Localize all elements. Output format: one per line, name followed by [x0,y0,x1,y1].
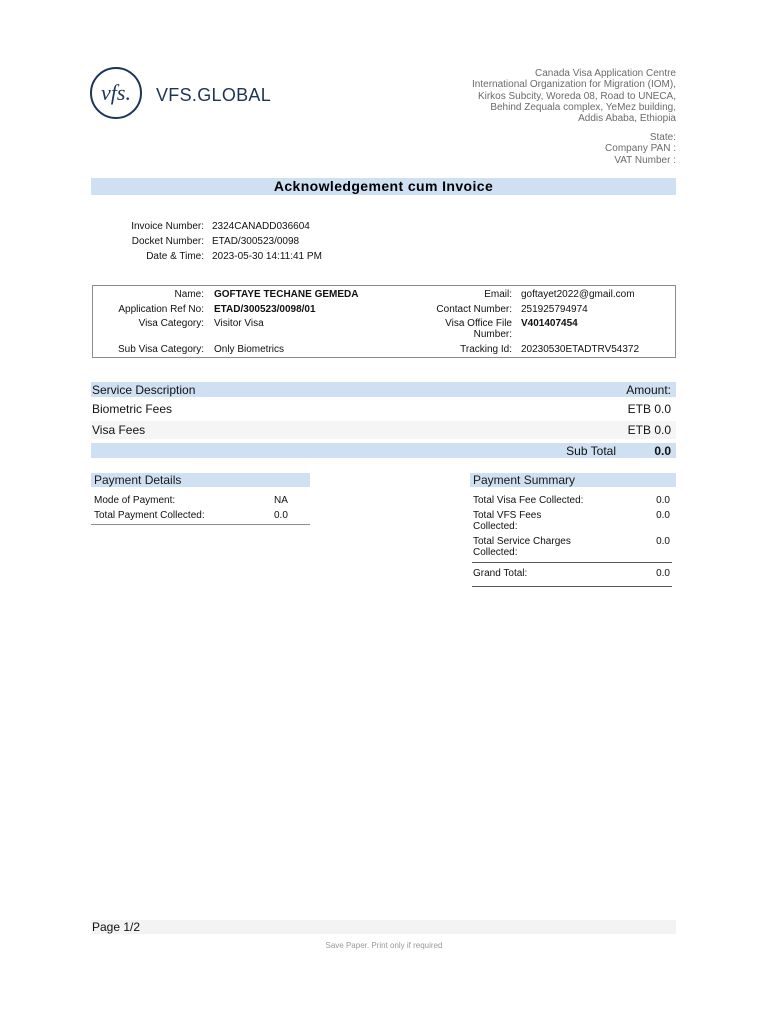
payment-details-title: Payment Details [94,473,182,487]
state-label: State: [649,132,676,143]
subtotal-row [91,443,676,458]
tracking-id-label: Tracking Id: [460,344,512,355]
total-vfs-fees-label [473,510,541,532]
divider [91,524,310,525]
service-row [91,421,676,439]
email-label: Email: [484,289,512,300]
subtotal-value: 0.0 [654,444,671,458]
amount-header: Amount: [626,383,671,397]
address-line: Behind Zequala complex, YeMez building, [490,101,676,113]
vat-number-label: VAT Number : [614,154,676,166]
visa-office-file-label [445,318,512,340]
service-row [91,400,676,418]
visa-office-file-number: V401407454 [521,318,578,329]
address-line: Canada Visa Application Centre [534,68,676,79]
divider [472,562,672,563]
payment-summary-header [470,473,676,487]
page-footer-bar [91,920,676,934]
address-line: International Organization for Migration (IOM), [472,79,676,91]
invoice-number-label: Invoice Number: [131,221,204,232]
service-description-header: Service Description [92,383,196,397]
visa-office-file-label-line1: Visa Office File [445,318,512,329]
logo-text: VFS.GLOBAL [156,85,272,105]
contact-number-label: Contact Number: [436,304,512,315]
total-service-charges-label-line2: Collected: [473,547,518,558]
service-table-header [91,382,676,397]
subtotal-label: Sub Total [566,444,616,458]
company-pan-label: Company PAN : [605,143,676,155]
address-line: Kirkos Subcity, Woreda 08, Road to UNECA, [477,90,676,102]
total-payment-collected: 0.0 [274,510,288,521]
total-vfs-fees-label-line1: Total VFS Fees [473,510,542,521]
total-vfs-fees-label-line2: Collected: [473,521,518,532]
docket-number: ETAD/300523/0098 [212,236,300,247]
email: goftayet2022@gmail.com [521,289,635,300]
service-description: Visa Fees [92,423,146,437]
address-line: Addis Ababa, Ethiopia [578,113,676,125]
total-service-charges-label [473,536,571,558]
contact-number: 251925794974 [521,304,588,315]
visa-category-label: Visa Category: [138,318,204,329]
page-number: Page 1/2 [92,920,141,934]
footer-note: Save Paper. Print only if required [325,941,443,950]
total-payment-collected-label: Total Payment Collected: [94,510,205,521]
sub-visa-category-label: Sub Visa Category: [118,344,204,355]
mode-of-payment: NA [274,495,288,506]
payment-summary-title: Payment Summary [473,473,576,487]
tracking-id: 20230530ETADTRV54372 [521,344,640,355]
applicant-name: GOFTAYE TECHANE GEMEDA [214,289,359,300]
sub-visa-category: Only Biometrics [214,344,285,355]
mode-of-payment-label: Mode of Payment: [94,495,176,506]
grand-total-label: Grand Total: [473,568,528,579]
divider [472,586,672,587]
docket-number-label: Docket Number: [131,236,204,247]
document-title: Acknowledgement cum Invoice [273,178,494,194]
name-label: Name: [174,289,204,300]
invoice-info [92,219,392,267]
date-time-label: Date & Time: [146,251,204,262]
centre-address [472,68,676,124]
total-service-charges: 0.0 [656,536,670,547]
applicant-details [92,285,676,358]
total-visa-fee-label: Total Visa Fee Collected: [473,495,584,506]
payment-details-header [91,473,310,487]
application-ref: ETAD/300523/0098/01 [214,304,316,315]
total-visa-fee: 0.0 [656,495,670,506]
service-description: Biometric Fees [92,402,173,416]
total-service-charges-label-line1: Total Service Charges [473,536,571,547]
vfs-global-logo [90,67,272,123]
logo-monogram: vfs. [101,80,131,105]
company-meta [605,132,676,166]
invoice-number: 2324CANADD036604 [212,221,310,232]
visa-office-file-label-line2: Number: [473,329,512,340]
date-time: 2023-05-30 14:11:41 PM [212,251,322,262]
application-ref-label: Application Ref No: [118,304,204,315]
grand-total: 0.0 [656,568,670,579]
service-amount: ETB 0.0 [627,423,671,437]
service-amount: ETB 0.0 [627,402,671,416]
total-vfs-fees: 0.0 [656,510,670,521]
visa-category: Visitor Visa [214,318,264,329]
